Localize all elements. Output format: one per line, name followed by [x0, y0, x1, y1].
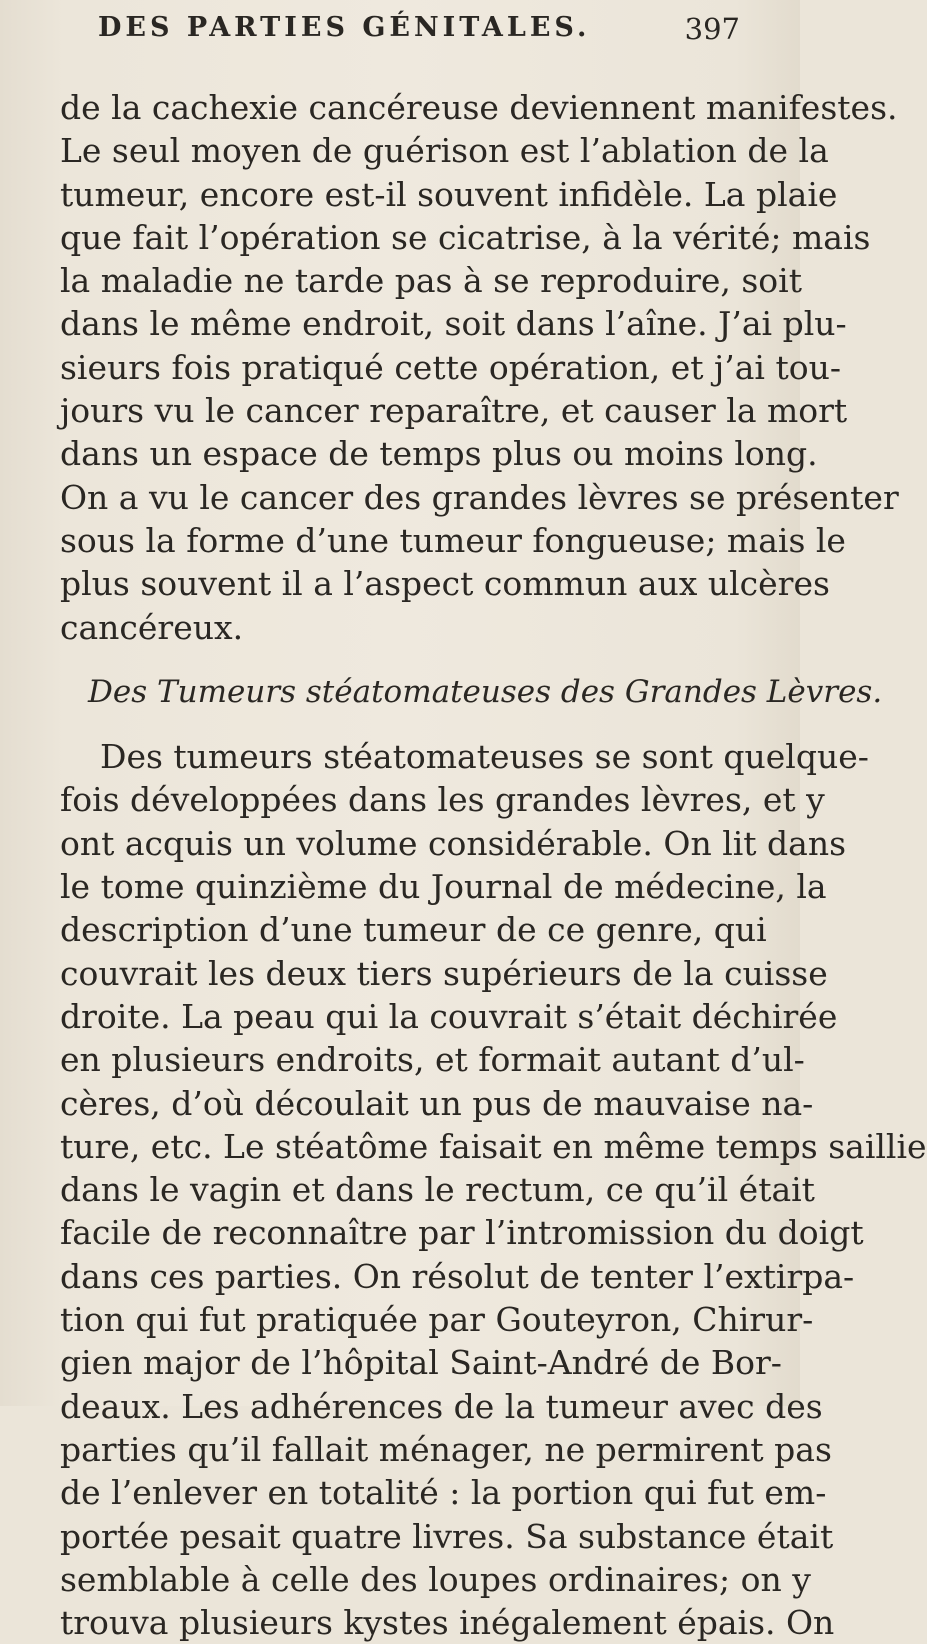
text-line: dans le vagin et dans le rectum, ce qu’il était [60, 1170, 815, 1210]
text-line: Des tumeurs stéatomateuses se sont quelque- [100, 737, 869, 777]
text-line: tumeur, encore est-il souvent infidèle. La plaie [60, 174, 838, 214]
page-number: 397 [684, 12, 740, 46]
text-line: sieurs fois pratiqué cette opération, et j’ai tou- [60, 347, 842, 387]
text-line: dans un espace de temps plus ou moins long. [60, 434, 818, 474]
text-line: cères, d’où découlait un pus de mauvaise na- [60, 1083, 814, 1123]
text-line: ture, etc. Le stéatôme faisait en même temps saillie [60, 1126, 927, 1166]
text-line: semblable à celle des loupes ordinaires; on y [60, 1559, 811, 1599]
text-line: dans le même endroit, soit dans l’aîne. J’ai plu- [60, 304, 847, 344]
text-line: jours vu le cancer reparaître, et causer la mort [60, 391, 848, 431]
text-line: On a vu le cancer des grandes lèvres se présenter [60, 477, 899, 517]
text-line: plus souvent il a l’aspect commun aux ulcères [60, 564, 830, 604]
text-line: le tome quinzième du Journal de médecine, la [60, 867, 827, 907]
paragraph-steatomes [60, 735, 927, 1644]
text-line: fois développées dans les grandes lèvres, et y [60, 780, 825, 820]
text-line: sous la forme d’une tumeur fongueuse; mais le [60, 520, 846, 560]
text-line: trouva plusieurs kystes inégalement épais. On [60, 1603, 835, 1643]
text-line: facile de reconnaître par l’intromission du doigt [60, 1213, 864, 1253]
text-line: droite. La peau qui la couvrait s’était déchirée [60, 996, 838, 1036]
text-line: Le seul moyen de guérison est l’ablation de la [60, 131, 829, 171]
text-line: parties qu’il fallait ménager, ne permirent pas [60, 1429, 832, 1469]
text-line: dans ces parties. On résolut de tenter l’extirpa- [60, 1256, 855, 1296]
text-line: en plusieurs endroits, et formait autant d’ul- [60, 1040, 805, 1080]
text-line: la maladie ne tarde pas à se reproduire, soit [60, 261, 802, 301]
text-line: ont acquis un volume considérable. On lit dans [60, 823, 847, 863]
text-line: portée pesait quatre livres. Sa substance était [60, 1516, 834, 1556]
section-heading: Des Tumeurs stéatomateuses des Grandes Lèvres. [88, 673, 883, 710]
text-line: deaux. Les adhérences de la tumeur avec des [60, 1386, 823, 1426]
text-line: de l’enlever en totalité : la portion qui fut em- [60, 1473, 827, 1513]
paragraph-cancer [60, 86, 899, 649]
text-line: que fait l’opération se cicatrise, à la vérité; mais [60, 217, 871, 257]
text-line: description d’une tumeur de ce genre, qui [60, 910, 767, 950]
text-line: gien major de l’hôpital Saint-André de Bor- [60, 1343, 782, 1383]
running-head [60, 12, 740, 52]
text-line: cancéreux. [60, 607, 244, 647]
running-title: DES PARTIES GÉNITALES. [98, 12, 591, 43]
text-line: couvrait les deux tiers supérieurs de la cuisse [60, 953, 828, 993]
text-line: tion qui fut pratiquée par Gouteyron, Chirur- [60, 1300, 814, 1340]
text-line: de la cachexie cancéreuse deviennent manifestes. [60, 88, 898, 127]
body-text [60, 86, 927, 1644]
